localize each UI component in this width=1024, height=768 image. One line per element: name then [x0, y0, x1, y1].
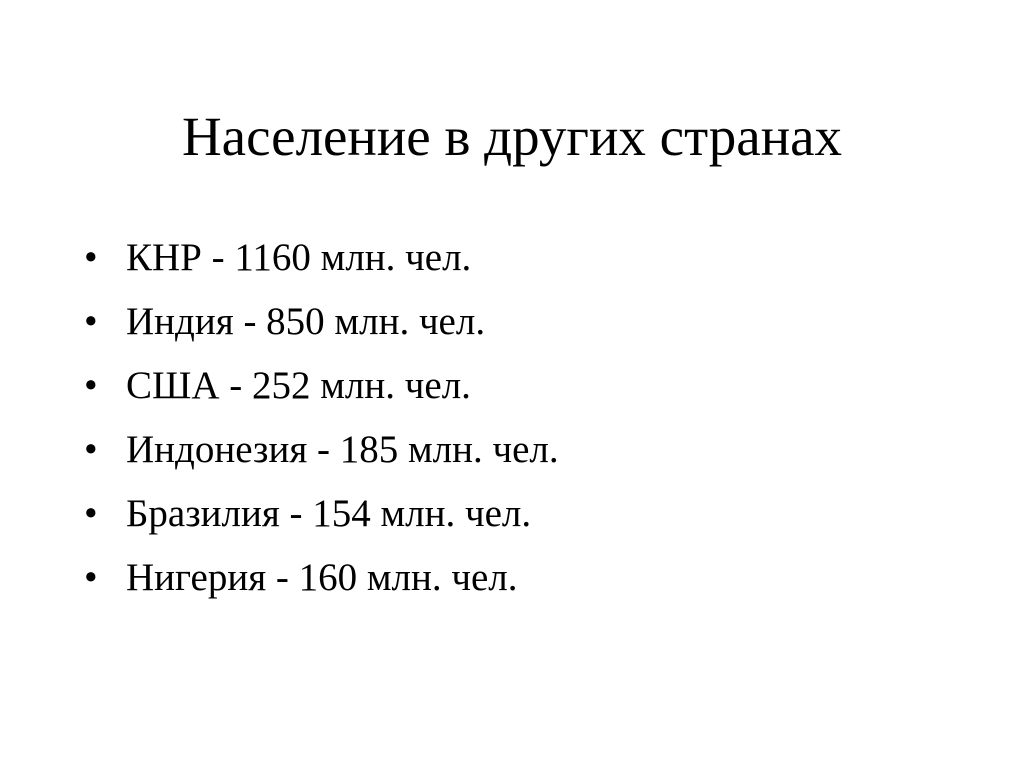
list-item-text: Бразилия - 154 млн. чел.: [126, 492, 532, 535]
bullet-icon: •: [84, 556, 98, 599]
list-item-text: Индонезия - 185 млн. чел.: [126, 428, 559, 471]
bullet-icon: •: [84, 492, 98, 535]
list-item-text: Индия - 850 млн. чел.: [126, 300, 486, 343]
bullet-icon: •: [84, 428, 98, 471]
list-item-text: Нигерия - 160 млн. чел.: [126, 556, 518, 599]
bullet-icon: •: [84, 300, 98, 343]
list-item-text: США - 252 млн. чел.: [126, 364, 471, 407]
bullet-icon: •: [84, 236, 98, 279]
list-item-text: КНР - 1160 млн. чел.: [126, 236, 472, 279]
slide-title: Население в других странах: [181, 106, 843, 167]
bullet-icon: •: [84, 364, 98, 407]
